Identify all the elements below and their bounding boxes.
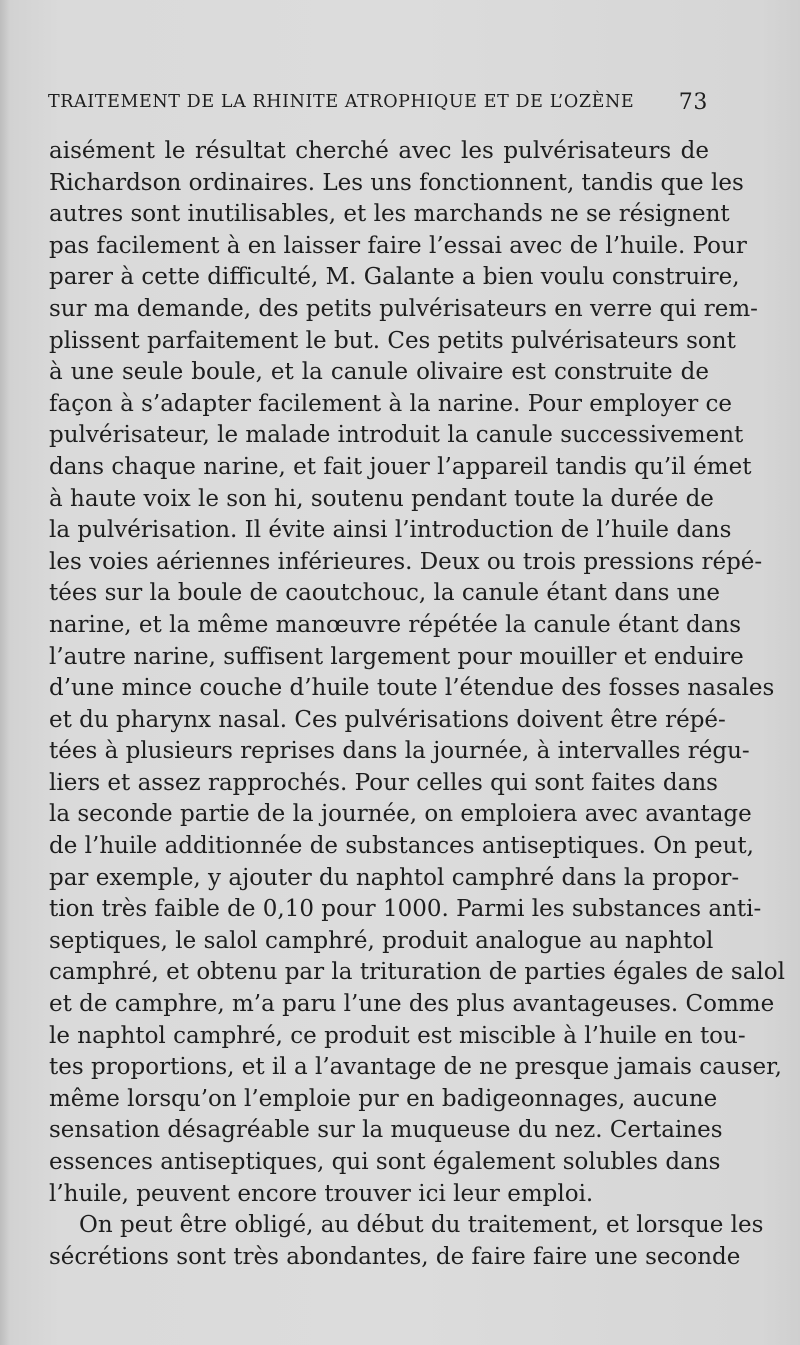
text-line: plissent parfaitement le but. Ces petits pulvérisateurs sont	[49, 327, 736, 354]
body-text	[49, 136, 785, 1273]
text-line: par exemple, y ajouter du naphtol camphré dans la propor-	[49, 864, 740, 891]
text-line: septiques, le salol camphré, produit analogue au naphtol	[49, 927, 714, 954]
paragraph-last-line: l’huile, peuvent encore trouver ici leur emploi.	[49, 1180, 594, 1207]
text-line: et de camphre, m’a paru l’une des plus avantageuses. Comme	[49, 991, 775, 1018]
text-line: camphré, et obtenu par la trituration de parties égales de salol	[49, 959, 785, 986]
running-header	[48, 92, 708, 120]
text-line: même lorsqu’on l’emploie pur en badigeonnages, aucune	[49, 1085, 718, 1112]
text-line: tées à plusieurs reprises dans la journée, à intervalles régu-	[49, 738, 750, 765]
paragraph-first-line: On peut être obligé, au début du traitement, et lorsque les	[79, 1212, 764, 1239]
text-line: sensation désagréable sur la muqueuse du nez. Certaines	[49, 1117, 723, 1144]
text-line: sur ma demande, des petits pulvérisateurs en verre qui rem-	[49, 295, 758, 322]
text-line: tes proportions, et il a l’avantage de ne presque jamais causer,	[49, 1054, 782, 1081]
text-line: dans chaque narine, et fait jouer l’appareil tandis qu’il émet	[49, 453, 752, 480]
text-line: la pulvérisation. Il évite ainsi l’introduction de l’huile dans	[49, 517, 732, 544]
text-line: narine, et la même manœuvre répétée la canule étant dans	[49, 611, 741, 638]
text-line: l’autre narine, suffisent largement pour mouiller et enduire	[49, 643, 744, 670]
text-line: autres sont inutilisables, et les marchands ne se résignent	[49, 201, 730, 228]
text-line: liers et assez rapprochés. Pour celles qui sont faites dans	[49, 769, 718, 796]
running-title: TRAITEMENT DE LA RHINITE ATROPHIQUE ET DE L’OZÈNE	[48, 92, 635, 112]
text-line: tées sur la boule de caoutchouc, la canule étant dans une	[49, 580, 720, 607]
text-line: d’une mince couche d’huile toute l’étendue des fosses nasales	[49, 675, 775, 702]
text-line: aisément le résultat cherché avec les pulvérisateurs de	[49, 138, 709, 164]
text-line: Richardson ordinaires. Les uns fonctionnent, tandis que les	[49, 169, 744, 196]
text-line: les voies aériennes inférieures. Deux ou trois pressions répé-	[49, 548, 763, 575]
text-line: le naphtol camphré, ce produit est miscible à l’huile en tou-	[49, 1022, 746, 1049]
text-line: essences antiseptiques, qui sont également solubles dans	[49, 1149, 721, 1175]
text-line: sécrétions sont très abondantes, de faire faire une seconde	[49, 1243, 741, 1270]
text-line: pas facilement à en laisser faire l’essai avec de l’huile. Pour	[49, 232, 747, 259]
text-line: parer à cette difficulté, M. Galante a bien voulu construire,	[49, 264, 740, 291]
text-line: et du pharynx nasal. Ces pulvérisations doivent être répé-	[49, 706, 726, 733]
text-line: de l’huile additionnée de substances antiseptiques. On peut,	[49, 833, 754, 860]
text-line: pulvérisateur, le malade introduit la canule successivement	[49, 422, 744, 449]
text-line: à haute voix le son hi, soutenu pendant toute la durée de	[49, 485, 714, 512]
text-line: tion très faible de 0,10 pour 1000. Parmi les substances anti-	[49, 896, 762, 923]
text-line: façon à s’adapter facilement à la narine. Pour employer ce	[49, 390, 733, 417]
text-line: à une seule boule, et la canule olivaire est construite de	[49, 359, 709, 386]
text-line: la seconde partie de la journée, on emploiera avec avantage	[49, 801, 752, 828]
page-number: 73	[678, 90, 708, 115]
